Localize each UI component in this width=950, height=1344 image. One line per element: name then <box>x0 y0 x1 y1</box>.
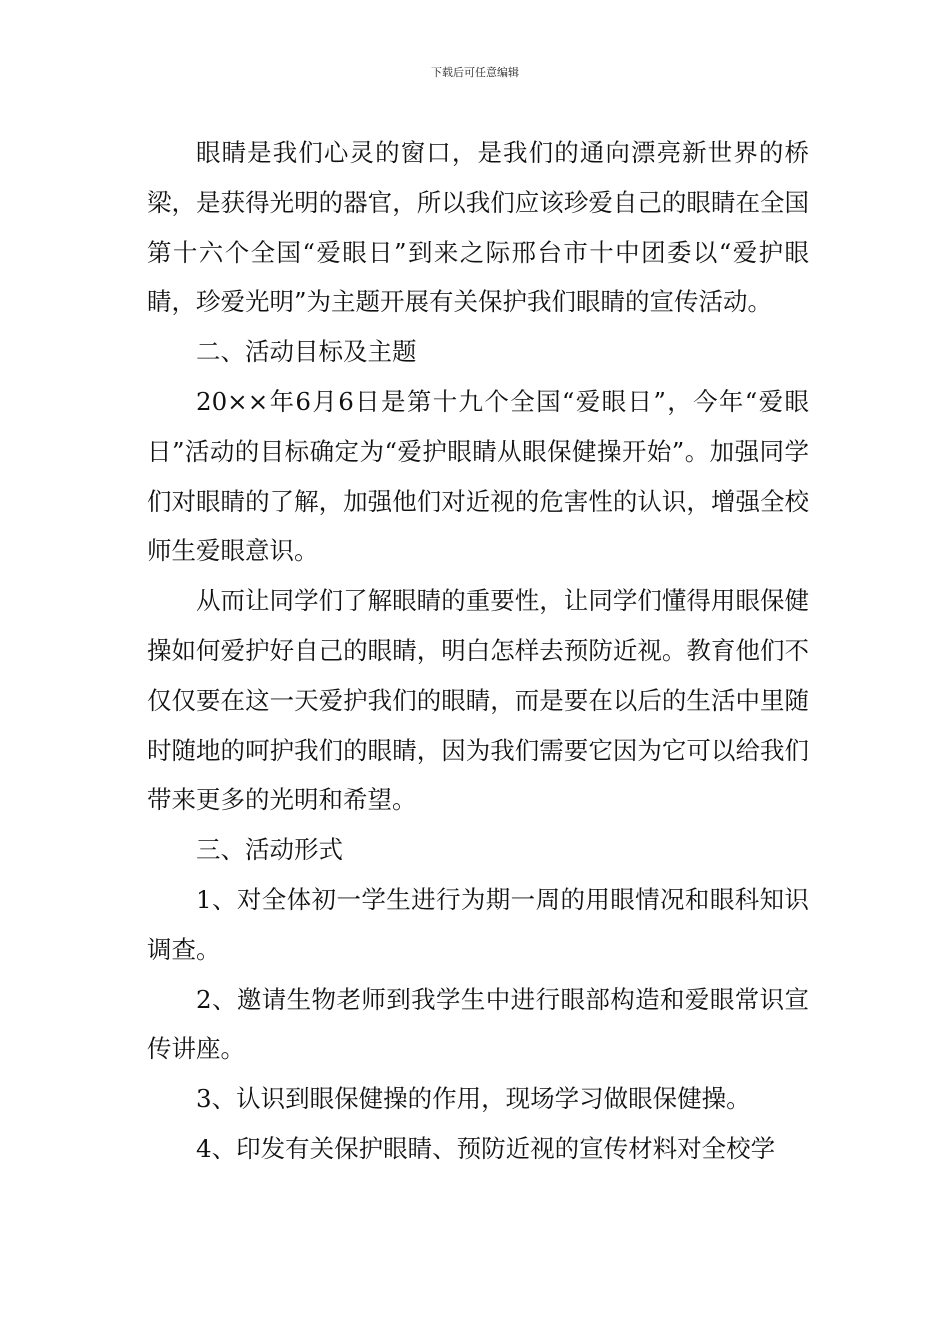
goals-paragraph: 20××年6月6日是第十九个全国“爱眼日”，今年“爱眼日”活动的目标确定为“爱护眼睛从眼保健操开始”。加强同学们对眼睛的了解，加强他们对近视的危害性的认识，增强全校师生爱眼意识。 <box>147 386 809 566</box>
document-body <box>147 128 809 1174</box>
list-item-1: 1、对全体初一学生进行为期一周的用眼情况和眼科知识调查。 <box>147 884 809 964</box>
section-heading-goals: 二、活动目标及主题 <box>196 337 417 367</box>
goals-followup-paragraph: 从而让同学们了解眼睛的重要性，让同学们懂得用眼保健操如何爱护好自己的眼睛，明白怎样去预防近视。教育他们不仅仅要在这一天爱护我们的眼睛，而是要在以后的生活中里随时随地的呵护我们的眼睛，因为我们需要它因为它可以给我们带来更多的光明和希望。 <box>147 586 809 815</box>
list-item-4: 4、印发有关保护眼睛、预防近视的宣传材料对全校学 <box>196 1133 776 1163</box>
section-heading-format: 三、活动形式 <box>196 835 343 865</box>
intro-paragraph: 眼睛是我们心灵的窗口，是我们的通向漂亮新世界的桥梁，是获得光明的器官，所以我们应该珍爱自己的眼睛在全国第十六个全国“爱眼日”到来之际邢台市十中团委以“爱护眼睛，珍爱光明”为主题开展有关保护我们眼睛的宣传活动。 <box>147 138 809 317</box>
list-item-3: 3、认识到眼保健操的作用，现场学习做眼保健操。 <box>196 1084 751 1114</box>
list-item-2: 2、邀请生物老师到我学生中进行眼部构造和爱眼常识宣传讲座。 <box>147 984 809 1064</box>
page-header-note: 下载后可任意编辑 <box>431 66 519 79</box>
